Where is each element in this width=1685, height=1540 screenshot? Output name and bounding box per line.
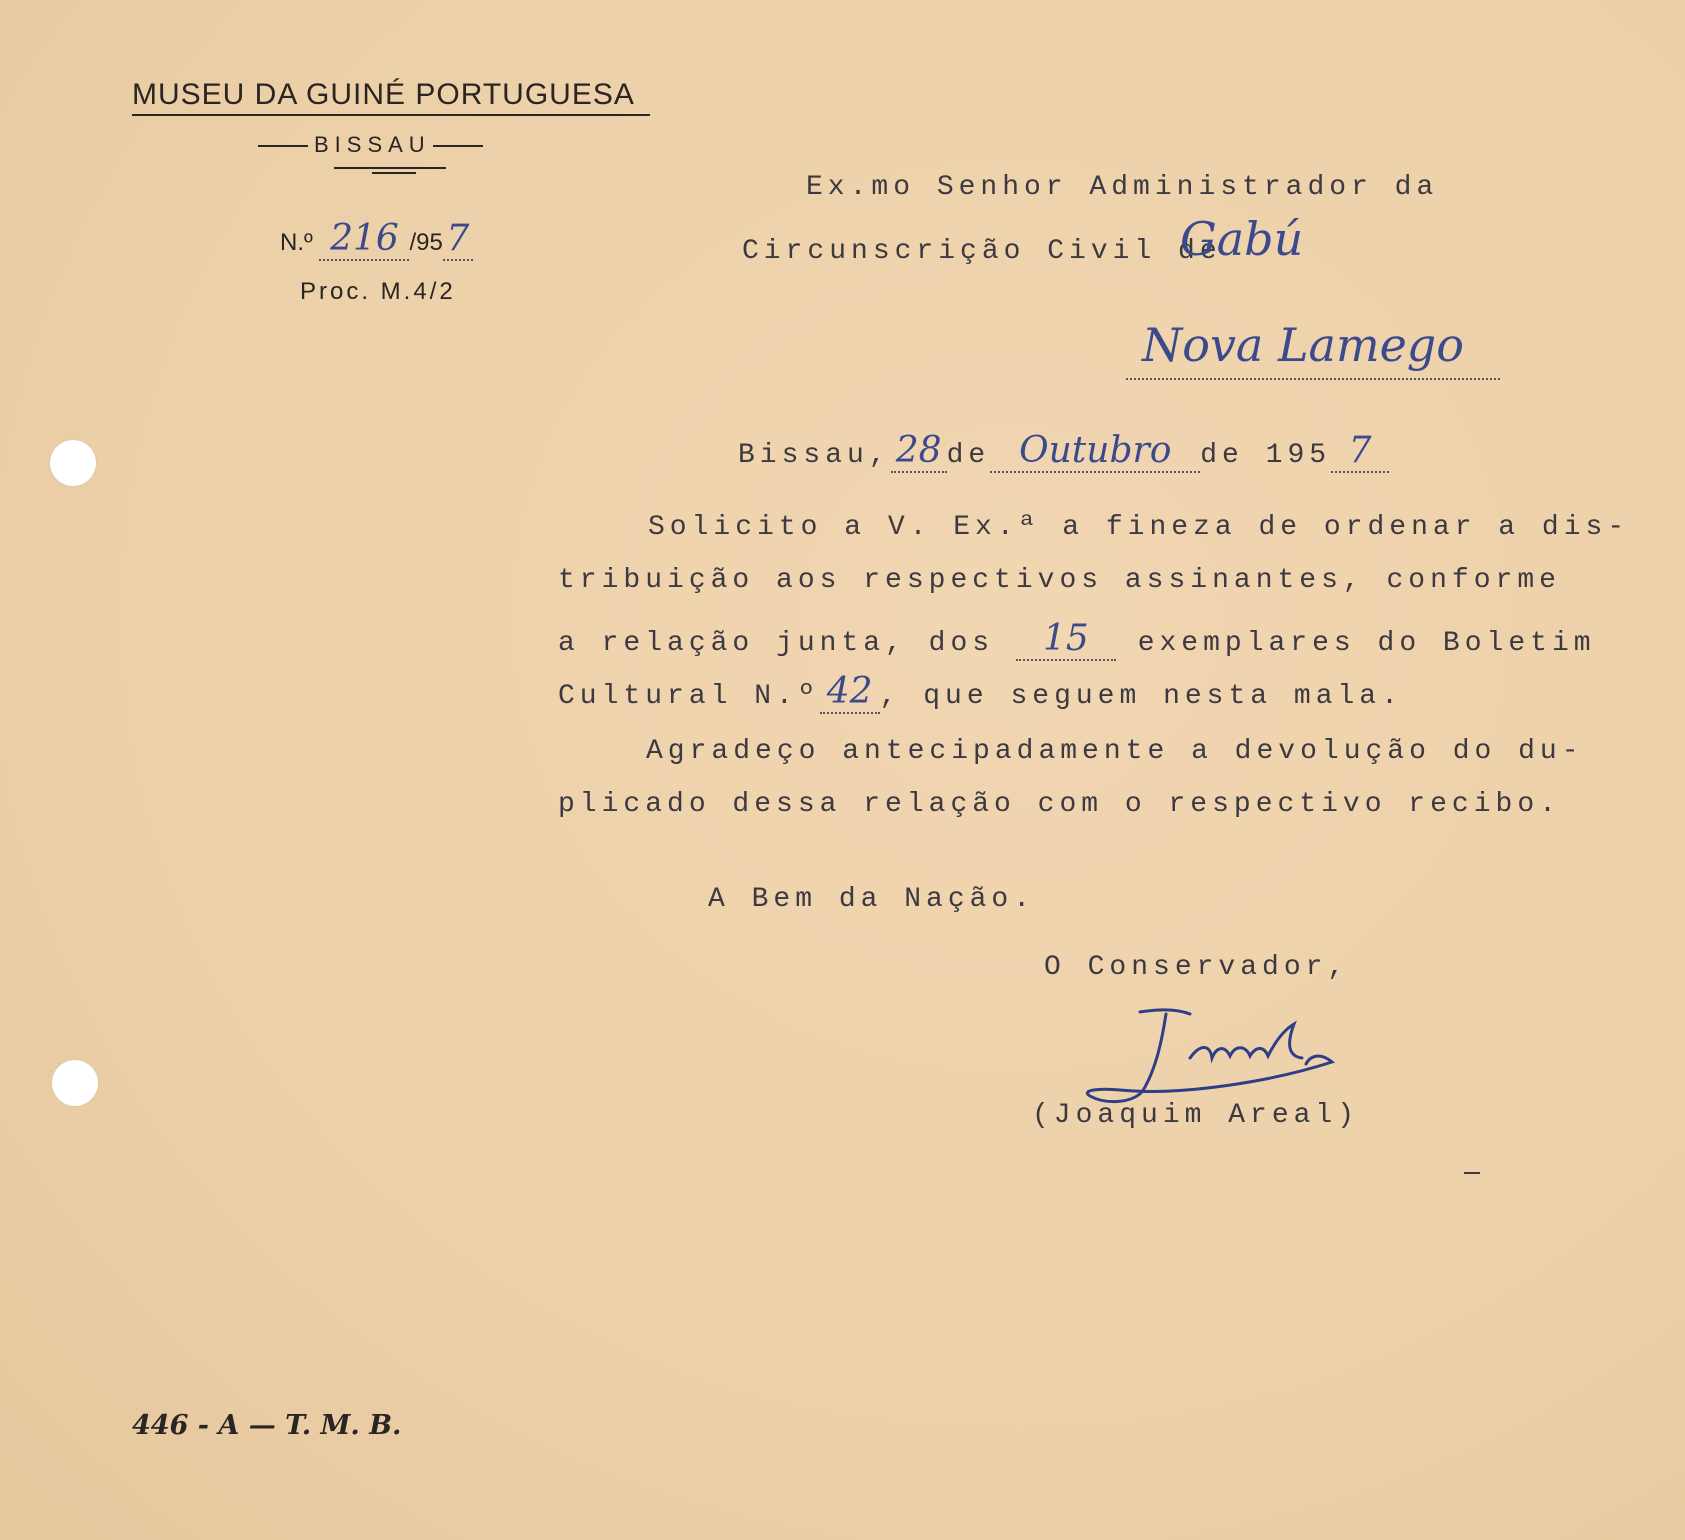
process-reference: Proc. M.4/2 (300, 278, 456, 305)
body-p1-line-1: Solicito a V. Ex.ª a finеza de ordenar a dis- (648, 512, 1630, 543)
body-p2-line-1: Agradeço antecipadamente a devolução do du- (646, 736, 1584, 767)
city-name: BISSAU (314, 132, 431, 157)
copies-count: 15 (1042, 618, 1089, 659)
city-underline (334, 167, 446, 169)
year-suffix: 7 (446, 218, 470, 259)
body-p1-line-2: tribuição aos respectivos assinantes, conforme (558, 565, 1561, 596)
addressee-place2-handwritten: Nova Lamego (1142, 318, 1464, 372)
issue-number: 42 (826, 671, 873, 712)
body-p1-line-3a: a relação junta, dos (558, 628, 995, 659)
addressee-line-2: Circunscrição Civil de (742, 236, 1222, 267)
date-city: Bissau, (738, 440, 891, 471)
body-p1-line-4b: , que seguem nesta mala. (879, 681, 1403, 712)
date-year-suffix: 7 (1348, 430, 1372, 471)
body-p1-line-3b: exemplares do Boletim (1137, 628, 1596, 659)
body-p1-line-4 (558, 671, 1403, 714)
number-label: N.º (280, 229, 313, 256)
number-value: 216 (330, 218, 399, 259)
signatory-name: (Joaquim Areal) (1032, 1100, 1360, 1131)
stray-mark (1464, 1172, 1480, 1174)
body-p2-line-2: plicado dessa relação com o respectivo recibo. (558, 789, 1561, 820)
body-p1-line-3 (558, 618, 1596, 661)
year-prefix: /95 (409, 229, 443, 256)
date-line (738, 430, 1389, 473)
institution-underline (132, 114, 650, 116)
city-heading (258, 132, 483, 158)
date-de-1: de (946, 440, 991, 471)
addressee-place2-line (1126, 318, 1500, 380)
addressee-line-1: Ex.mo Senhor Administrador da (806, 172, 1439, 203)
city-short-rule (372, 172, 416, 174)
date-month: Outubro (1019, 430, 1172, 471)
addressee-place-handwritten: Gabú (1180, 212, 1304, 266)
form-code: 446 - A — T. M. B. (132, 1410, 402, 1441)
date-de-2: de (1200, 440, 1244, 471)
punch-hole-bottom (52, 1060, 98, 1106)
body-p1-line-4a: Cultural N.º (558, 681, 820, 712)
punch-hole-top (50, 440, 96, 486)
signatory-title: O Conservador, (1044, 952, 1350, 983)
closing-salutation: A Bem da Nação. (708, 884, 1036, 915)
date-day: 28 (895, 430, 942, 471)
handwritten-signature (1070, 1000, 1360, 1110)
institution-name: MUSEU DA GUINÉ PORTUGUESA (132, 78, 635, 111)
date-year-prefix: 195 (1265, 440, 1332, 471)
reference-number (280, 218, 473, 261)
